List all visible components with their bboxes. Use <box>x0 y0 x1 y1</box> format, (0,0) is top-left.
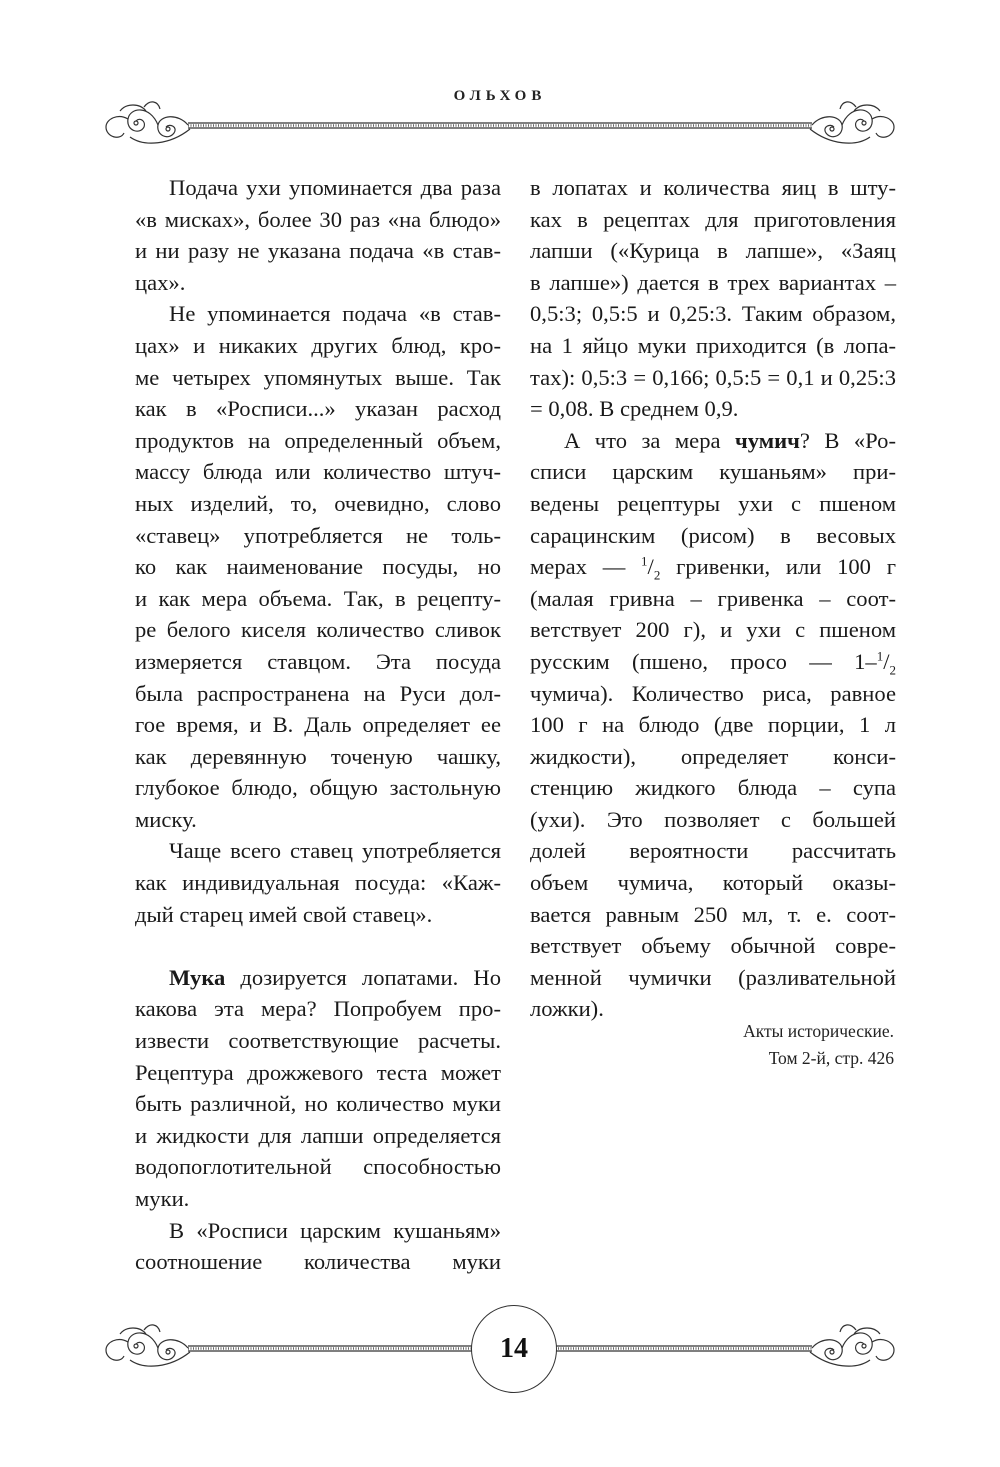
text-line <box>135 867 501 899</box>
text-segment: дый старец имей свой ставец». <box>135 901 433 927</box>
fraction-slash: / <box>647 554 654 580</box>
text-segment: стенцию жидкого блюда – супа <box>530 775 896 801</box>
text-segment: ко как наименование посуды, но <box>135 554 501 580</box>
text-segment: гое время, и В. Даль определяет ее <box>135 712 501 738</box>
text-line <box>135 425 501 457</box>
text-line <box>135 804 501 836</box>
fraction <box>641 553 661 583</box>
text-segment: (малая гривна – гривенка – соот- <box>530 585 896 611</box>
text-segment: 100 г на блюдо (две порции, 1 л <box>530 712 896 738</box>
text-segment: и жидкости для лапши определяется <box>135 1122 501 1148</box>
text-segment: «в мисках», более 30 раз «на блюдо» <box>135 206 501 232</box>
text-line <box>135 172 501 204</box>
text-segment: муки. <box>135 1186 190 1211</box>
text-segment: вается равным 250 мл, т. е. соот- <box>530 901 896 927</box>
text-segment: Не упоминается подача «в став- <box>169 301 501 327</box>
text-segment: в лопатах и количества яиц в шту- <box>530 175 896 200</box>
text-segment: ? В «Ро- <box>799 427 896 453</box>
text-line <box>530 172 896 204</box>
text-line <box>135 204 501 236</box>
text-line <box>530 930 896 962</box>
text-line <box>135 551 501 583</box>
text-segment: какова эта мера? Попробуем про- <box>135 996 501 1022</box>
text-segment: менной чумички (разливательной <box>530 964 896 990</box>
text-segment: Рецептура дрожжевого теста может <box>135 1059 501 1085</box>
text-segment: мерах — <box>530 554 642 580</box>
text-line <box>135 1025 501 1057</box>
text-line <box>135 1057 501 1089</box>
text-line <box>530 362 896 394</box>
text-segment: цах» и никаких других блюд, кро- <box>135 332 501 358</box>
page-number: 14 <box>500 1333 528 1364</box>
text-segment: была распространена на Руси дол- <box>135 680 501 706</box>
fraction-numerator: 1 <box>876 648 884 664</box>
text-segment: водопоглотительной способностью <box>135 1154 501 1180</box>
citation-line-1: Акты исторические. <box>743 1021 894 1041</box>
text-line <box>135 1120 501 1152</box>
text-segment: в лапше») дается в трех вариантах – <box>530 269 896 295</box>
text-segment: (ухи). Это позволяет с большей <box>530 806 896 832</box>
text-segment: и ни разу не указана подача «в став- <box>135 238 501 264</box>
text-segment: тах): 0,5:3 = 0,166; 0,5:5 = 0,1 и 0,25:3 <box>530 364 896 390</box>
text-segment: глубокое блюдо, общую застольную <box>135 775 501 801</box>
text-line <box>135 835 501 867</box>
text-line <box>135 298 501 330</box>
header-ornament-rule <box>100 95 900 175</box>
text-segment: измеряется ставцом. Эта посуда <box>135 648 501 674</box>
text-segment: ных изделий, то, очевидно, слово <box>135 490 501 516</box>
text-segment: Подача ухи упоминается два раза <box>169 175 501 200</box>
text-line <box>530 867 896 899</box>
text-line <box>135 362 501 394</box>
left-text-column <box>135 172 501 1278</box>
text-line <box>530 330 896 362</box>
text-segment: извести соответствующие расчеты. <box>135 1028 501 1054</box>
text-line <box>135 1088 501 1120</box>
text-segment: миску. <box>135 806 197 832</box>
fraction-numerator: 1 <box>641 553 648 569</box>
text-line <box>530 614 896 646</box>
text-line <box>135 456 501 488</box>
source-citation <box>530 1018 894 1072</box>
text-line <box>530 520 896 552</box>
text-line <box>530 899 896 931</box>
text-segment: ведены рецептуры ухи с пшеном <box>530 490 896 516</box>
text-segment: чумича). Количество риса, равное <box>530 680 896 706</box>
text-line <box>135 488 501 520</box>
text-line <box>530 646 896 678</box>
text-segment: ре белого киселя количество сливок <box>135 617 501 643</box>
text-line <box>135 1183 501 1215</box>
bold-term: чумич <box>734 427 800 453</box>
text-line <box>135 899 501 931</box>
text-line <box>530 583 896 615</box>
text-segment: 0,5:3; 0,5:5 и 0,25:3. Таким образом, <box>530 301 896 327</box>
text-segment: ках в рецептах для приготовления <box>530 206 896 232</box>
text-line <box>135 1246 501 1278</box>
citation-line-2: Том 2-й, стр. 426 <box>768 1048 894 1068</box>
scroll-ornament-icon <box>100 95 900 175</box>
text-line <box>530 835 896 867</box>
text-segment: как в «Росписи...» указан расход <box>135 396 501 422</box>
text-segment: ложки). <box>530 996 604 1022</box>
text-segment: как индивидуальная посуда: «Каж- <box>135 870 501 896</box>
text-line <box>530 741 896 773</box>
text-line <box>530 235 896 267</box>
text-segment: = 0,08. В среднем 0,9. <box>530 396 739 422</box>
text-segment: долей вероятности рассчитать <box>530 838 896 864</box>
text-segment: массу блюда или количество штуч- <box>135 459 501 485</box>
fraction-slash: / <box>883 648 890 674</box>
bold-term: Мука <box>169 964 226 990</box>
text-segment: на 1 яйцо муки приходится (в лопа- <box>530 332 896 358</box>
text-segment: объем чумича, который оказы- <box>530 870 896 896</box>
text-line <box>530 393 896 425</box>
text-line <box>530 488 896 520</box>
text-line <box>135 520 501 552</box>
running-title: ОЛЬХОВ <box>453 88 547 104</box>
text-line <box>530 425 896 457</box>
text-segment: ветствует объему обычной совре- <box>530 933 896 959</box>
text-segment: как деревянную точеную чашку, <box>135 743 501 769</box>
text-line <box>530 456 896 488</box>
text-line <box>530 962 896 994</box>
text-segment: Чаще всего ставец употребляется <box>169 838 501 864</box>
text-segment: сарацинским (рисом) в весовых <box>530 522 896 548</box>
right-text-column <box>530 172 896 1025</box>
text-segment: и как мера объема. Так, в рецепту- <box>135 585 501 611</box>
page-number-badge <box>471 1305 557 1393</box>
text-line <box>135 330 501 362</box>
fraction-denominator: 2 <box>653 567 661 583</box>
text-line <box>135 678 501 710</box>
text-line <box>135 583 501 615</box>
text-line <box>135 993 501 1025</box>
text-segment: русским (пшено, просо — 1– <box>530 648 877 674</box>
text-segment: соотношение количества муки <box>135 1249 501 1275</box>
text-segment: А что за мера <box>564 427 735 453</box>
text-segment: гривенки, или 100 г <box>660 554 896 580</box>
text-line <box>135 235 501 267</box>
text-line <box>530 678 896 710</box>
text-line <box>530 204 896 236</box>
text-line <box>530 709 896 741</box>
text-line <box>530 772 896 804</box>
text-line <box>135 962 501 994</box>
text-segment: списи царским кушаньям» при- <box>530 459 896 485</box>
text-segment: жидкости), определяет конси- <box>530 743 896 769</box>
text-line <box>135 709 501 741</box>
text-line <box>135 646 501 678</box>
text-segment: «ставец» употребляется не толь- <box>135 522 501 548</box>
text-line <box>530 298 896 330</box>
text-line <box>530 267 896 299</box>
text-line <box>135 1215 501 1247</box>
text-segment: ветствует 200 г), и ухи с пшеном <box>530 617 896 643</box>
text-segment: ме четырех упомянутых выше. Так <box>135 364 501 390</box>
text-segment: дозируется лопатами. Но <box>225 964 501 990</box>
text-segment: В «Росписи царским кушаньям» <box>169 1217 501 1243</box>
text-segment: цах». <box>135 269 186 295</box>
text-line <box>135 614 501 646</box>
fraction-denominator: 2 <box>889 662 896 678</box>
text-line <box>135 772 501 804</box>
text-line <box>135 741 501 773</box>
text-line <box>135 393 501 425</box>
text-line <box>530 804 896 836</box>
text-line <box>135 1151 501 1183</box>
fraction <box>876 648 896 678</box>
text-segment: продуктов на определенный объем, <box>135 427 501 453</box>
text-line <box>530 551 896 583</box>
text-line <box>135 267 501 299</box>
text-segment: быть различной, но количество муки <box>135 1091 501 1117</box>
text-segment: лапши («Курица в лапше», «Заяц <box>530 238 896 264</box>
blank-line <box>135 930 501 962</box>
